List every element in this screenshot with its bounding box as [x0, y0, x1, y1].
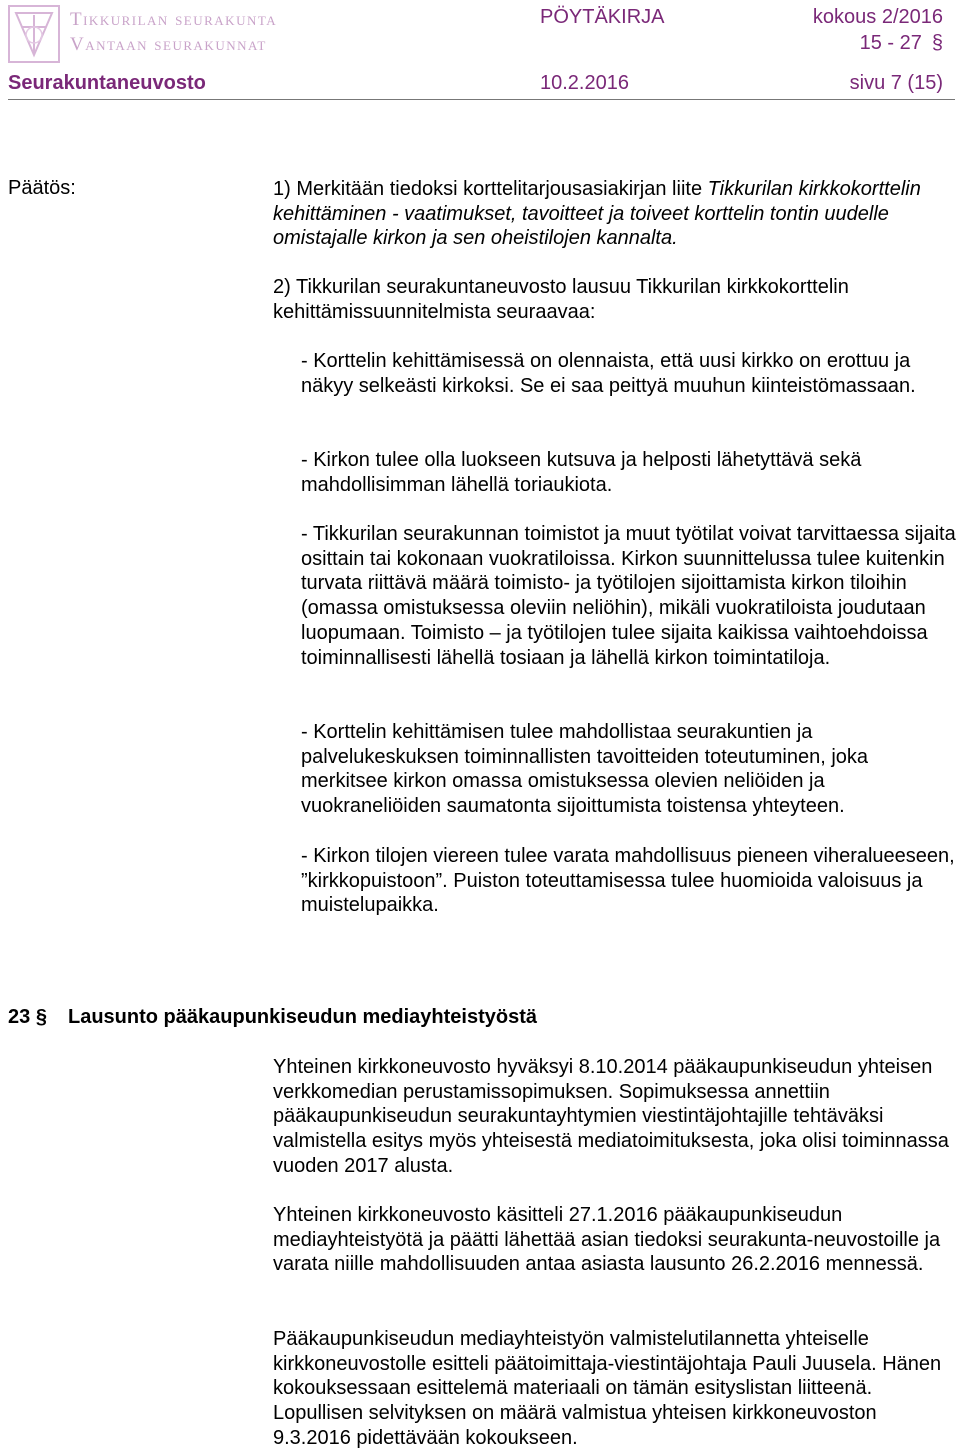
section-sign: § [931, 32, 943, 54]
page-number: sivu 7 (15) [849, 72, 943, 94]
decision-bullet-2: - Kirkon tulee olla luokseen kutsuva ja helposti lähetyttävä sekä mahdollisimman lähellä toriaukiota. [301, 449, 862, 496]
meeting-number: kokous 2/2016 [812, 6, 943, 28]
item-paragraph-1: Yhteinen kirkkoneuvosto hyväksyi 8.10.2014 pääkaupunkiseudun yhteisen verkkomedian perustamissopimuksen. Sopimuksessa annettiin pääkaupunkiseudun seurakuntayhtymien viestintäjohtajille tehtäväksi valmistella esitys myös yhteisestä mediatoimituksesta, joka olisi toiminnassa vuoden 2017 alusta. [273, 1056, 949, 1177]
document-header [0, 0, 960, 100]
section-range [860, 32, 943, 55]
decision-bullet-4: - Korttelin kehittämisen tulee mahdollistaa seurakuntien ja palvelukeskuksen toiminnallisten tavoitteiden toteutuminen, joka merkitsee kirkon omassa omistuksessa olevien neliöiden ja vuokraneliöiden saumatonta sijoittumista toistensa yhteyteen. [301, 721, 869, 818]
header-divider [8, 99, 955, 100]
agenda-item-heading [8, 1006, 537, 1029]
section-range-text: 15 - 27 [859, 32, 922, 54]
item-paragraph-3: Pääkaupunkiseudun mediayhteistyön valmistelutilannetta yhteiselle kirkkoneuvostolle esitteli päätoimittaja-viestintäjohtaja Pauli Juusela. Hänen kokouksessaan esittelemä materiaali on tämän esityslistan liitteenä. Lopullisen selvityksen on määrä valmistua yhteisen kirkkoneuvoston 9.3.2016 pidettävään kokoukseen. [273, 1328, 942, 1449]
logo-text-line1: Tikkurilan seurakunta [70, 9, 278, 30]
document-type: PÖYTÄKIRJA [540, 6, 665, 28]
parish-logo-icon [8, 5, 60, 63]
organization-name: Seurakuntaneuvosto [8, 72, 206, 94]
logo-text-line2: Vantaan seurakunnat [70, 34, 267, 55]
decision-paragraph-2: 2) Tikkurilan seurakuntaneuvosto lausuu Tikkurilan kirkkokorttelin kehittämissuunnitelmista seuraavaa: [273, 276, 849, 323]
decision-paragraph-1 [273, 177, 958, 251]
decision-paragraph-1-italic: Tikkurilan kirkkokorttelin kehittäminen - vaatimukset, tavoitteet ja toiveet korttelin tontin uudelle omistajalle kirkon ja sen oheistilojen kannalta. [273, 178, 921, 250]
meeting-date: 10.2.2016 [540, 72, 629, 94]
decision-label: Päätös: [8, 177, 76, 199]
agenda-item-section-sign: § [35, 1006, 47, 1028]
decision-paragraph-1-text: 1) Merkitään tiedoksi korttelitarjousasiakirjan liite [273, 178, 708, 200]
decision-bullet-3: - Tikkurilan seurakunnan toimistot ja muut työtilat voivat tarvittaessa sijaita osittain tai kokonaan vuokratiloissa. Kirkon suunnittelussa tulee kuitenkin turvata riittävä määrä toimisto- ja työtilojen sijoittamista kirkon tiloihin (omassa omistuksessa oleviin neliöhin), mikäli vuokratiloista joudutaan luopumaan. Toimisto – ja työtilojen tulee sijaita kaikissa vaihtoehdoissa toiminnallisesti lähellä tosiaan ja lähellä kirkon toimintatiloja. [301, 523, 956, 669]
item-paragraph-2: Yhteinen kirkkoneuvosto käsitteli 27.1.2016 pääkaupunkiseudun mediayhteistyötä ja päätti lähettää asian tiedoksi seurakunta-neuvostoille ja varata niille mahdollisuuden antaa asiasta lausunto 26.2.2016 mennessä. [273, 1204, 941, 1276]
agenda-item-number-text: 23 [8, 1006, 31, 1028]
agenda-item-number [8, 1006, 68, 1029]
decision-bullet-1: - Korttelin kehittämisessä on olennaista, että uusi kirkko on erottuu ja näkyy selkeästi kirkoksi. Se ei saa peittyä muuhun kiinteistömassaan. [301, 350, 916, 397]
decision-bullet-5: - Kirkon tilojen viereen tulee varata mahdollisuus pieneen viheralueeseen, ”kirkkopuistoon”. Puiston toteuttamisessa tulee huomioida valoisuus ja muistelupaikka. [301, 845, 955, 917]
agenda-item-title: Lausunto pääkaupunkiseudun mediayhteistyöstä [68, 1006, 537, 1028]
